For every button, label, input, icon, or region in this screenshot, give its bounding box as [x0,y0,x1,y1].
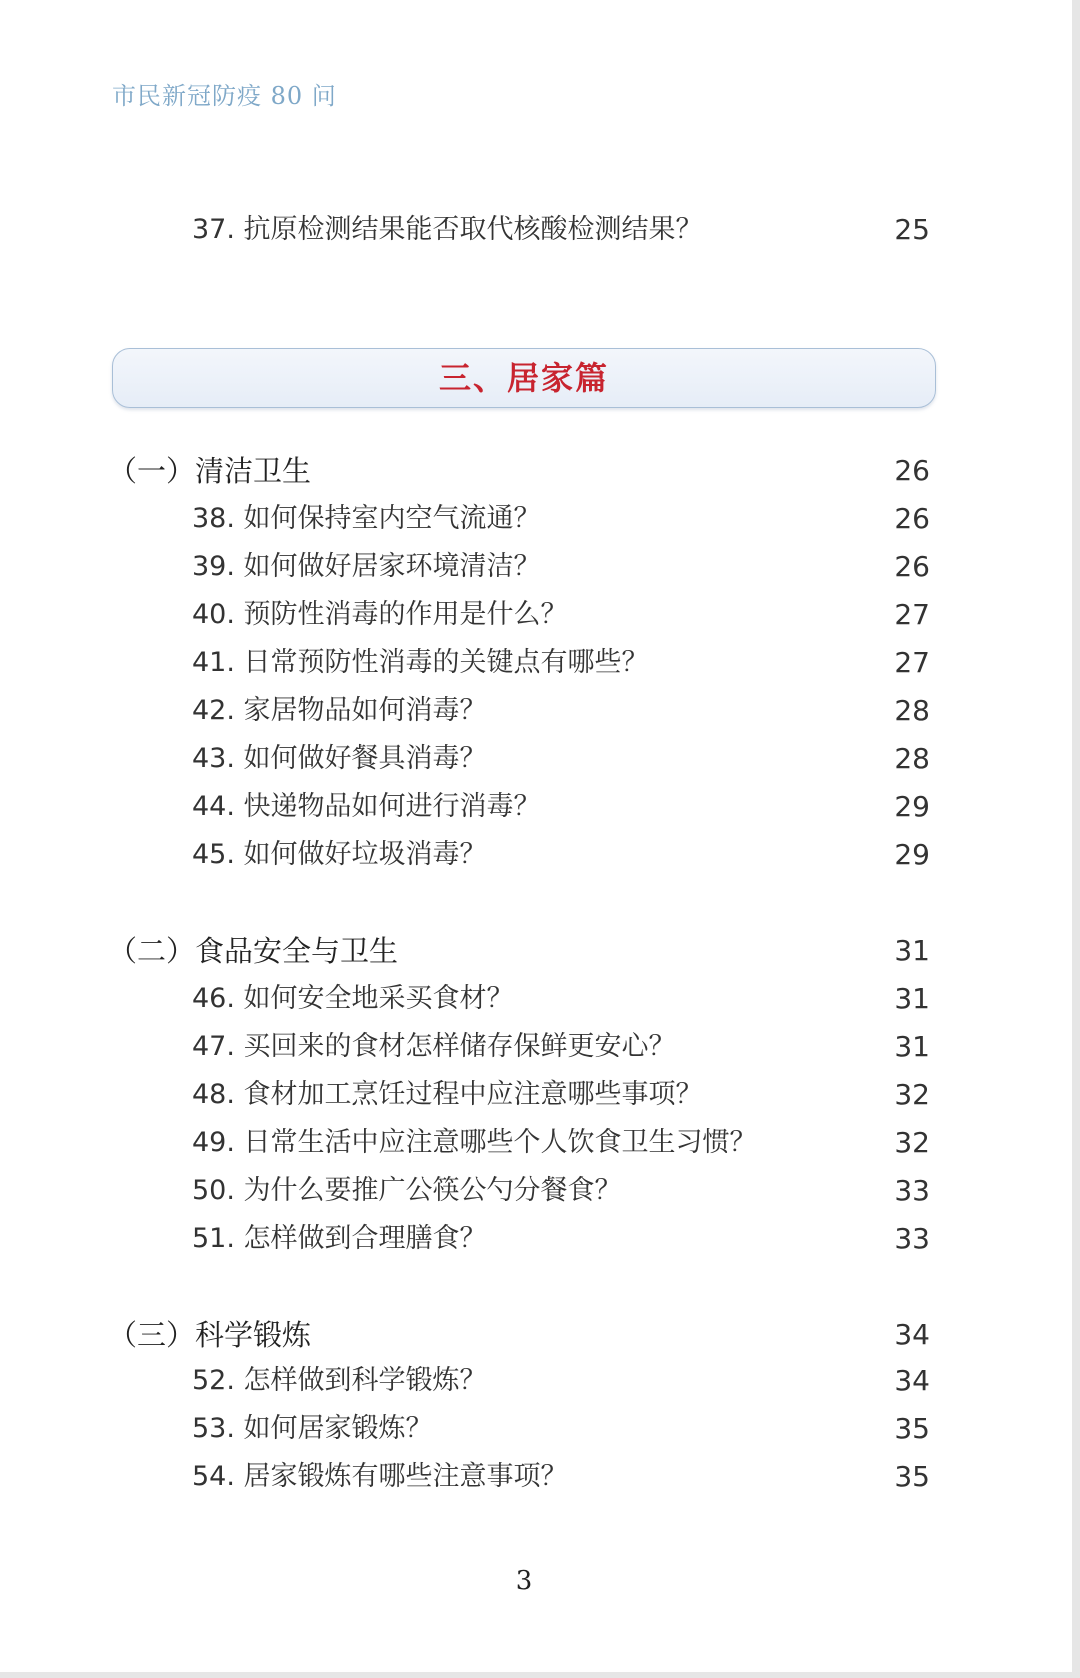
toc-entry-page: 35 [894,1460,930,1493]
toc-entry[interactable] [0,1407,1072,1451]
toc-entry[interactable] [0,785,1072,829]
toc-entry-label: 42. 家居物品如何消毒？ [192,695,487,726]
section-title: （一）清洁卫生 [108,454,312,488]
toc-section-heading[interactable] [0,1313,1072,1357]
toc-entry-label: 46. 如何安全地采买食材？ [192,983,514,1014]
toc-entry[interactable] [0,1073,1072,1117]
chapter-banner [112,348,936,408]
toc-entry-label: 37. 抗原检测结果能否取代核酸检测结果？ [192,214,703,245]
toc-entry-label: 52. 怎样做到科学锻炼？ [192,1365,487,1396]
toc-entry-label: 39. 如何做好居家环境清洁？ [192,551,541,582]
toc-entry[interactable] [0,737,1072,781]
toc-entry-page: 35 [894,1412,930,1445]
toc-entry-page: 25 [894,213,930,246]
page-number: 3 [515,1566,533,1596]
toc-entry[interactable] [0,1121,1072,1165]
toc-entry-page: 33 [894,1222,930,1255]
toc-entry-label: 51. 怎样做到合理膳食？ [192,1223,487,1254]
toc-entry[interactable] [0,833,1072,877]
toc-entry-label: 43. 如何做好餐具消毒？ [192,743,487,774]
toc-entry[interactable] [0,1025,1072,1069]
toc-entry-page: 28 [894,742,930,775]
toc-entry-page: 29 [894,790,930,823]
toc-entry[interactable] [0,641,1072,685]
section-title: （三）科学锻炼 [108,1318,312,1352]
toc-section-heading[interactable] [0,449,1072,493]
toc-entry[interactable] [0,545,1072,589]
toc-entry[interactable] [0,1455,1072,1499]
toc-entry-page: 27 [894,598,930,631]
toc-entry-label: 48. 食材加工烹饪过程中应注意哪些事项？ [192,1079,703,1110]
toc-entry-label: 54. 居家锻炼有哪些注意事项？ [192,1461,568,1492]
toc-entry[interactable] [0,1359,1072,1403]
toc-entry-label: 50. 为什么要推广公筷公勺分餐食？ [192,1175,622,1206]
toc-entry-label: 38. 如何保持室内空气流通？ [192,503,541,534]
toc-section-heading[interactable] [0,929,1072,973]
section-page: 31 [894,934,930,967]
toc-entry-label: 47. 买回来的食材怎样储存保鲜更安心？ [192,1031,676,1062]
toc-entry-label: 45. 如何做好垃圾消毒？ [192,839,487,870]
running-head: 市民新冠防疫 80 问 [112,82,337,110]
toc-entry-page: 32 [894,1126,930,1159]
toc-entry-page: 26 [894,502,930,535]
toc-entry[interactable] [0,593,1072,637]
toc-entry-page: 26 [894,550,930,583]
toc-entry[interactable] [0,977,1072,1021]
toc-entry[interactable] [0,497,1072,541]
toc-entry-label: 41. 日常预防性消毒的关键点有哪些？ [192,647,649,678]
toc-entry-page: 31 [894,982,930,1015]
toc-entry-page: 32 [894,1078,930,1111]
toc-entry-label: 53. 如何居家锻炼？ [192,1413,433,1444]
toc-entry-page: 34 [894,1364,930,1397]
toc-entry-page: 31 [894,1030,930,1063]
chapter-title: 三、居家篇 [438,359,609,397]
section-page: 26 [894,454,930,487]
toc-entry[interactable] [0,689,1072,733]
section-page: 34 [894,1318,930,1351]
toc-entry-label: 40. 预防性消毒的作用是什么？ [192,599,568,630]
toc-entry-page: 29 [894,838,930,871]
toc-entry-page: 28 [894,694,930,727]
toc-entry[interactable] [0,208,1072,252]
toc-entry-page: 27 [894,646,930,679]
toc-entry-label: 49. 日常生活中应注意哪些个人饮食卫生习惯？ [192,1127,757,1158]
toc-entry[interactable] [0,1217,1072,1261]
toc-entry-page: 33 [894,1174,930,1207]
toc-entry[interactable] [0,1169,1072,1213]
toc-entry-label: 44. 快递物品如何进行消毒？ [192,791,541,822]
section-title: （二）食品安全与卫生 [108,934,399,968]
